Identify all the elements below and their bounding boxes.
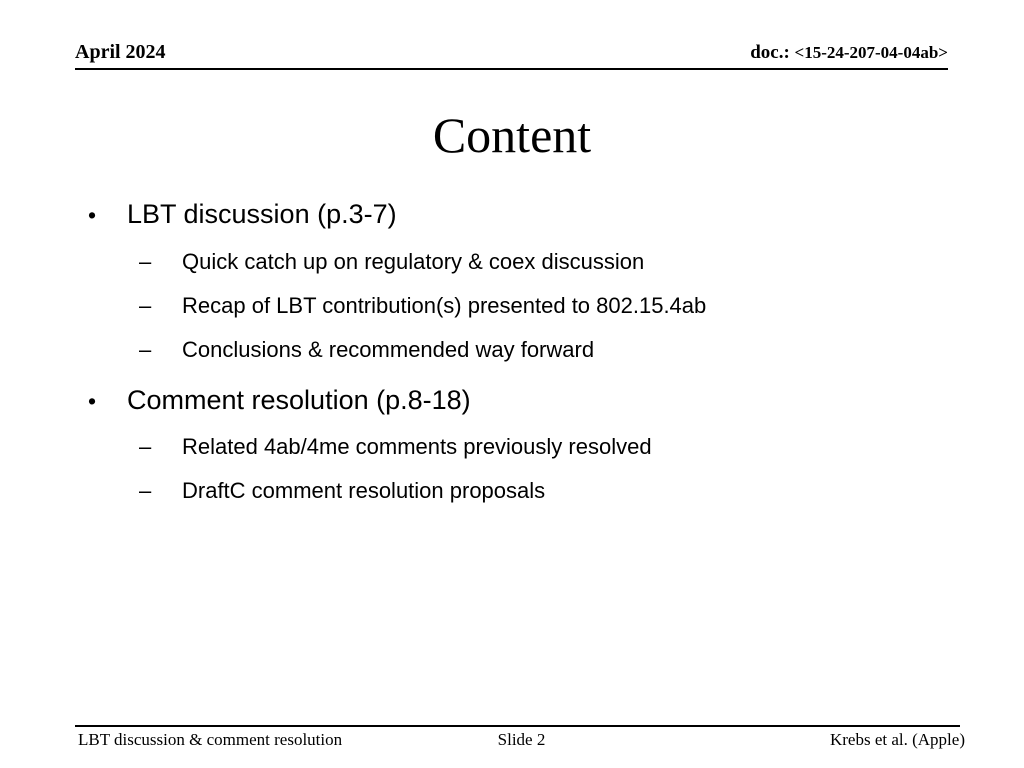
list-item-label: Comment resolution (p.8-18) — [127, 385, 471, 415]
list-item — [88, 291, 984, 321]
list-item — [88, 247, 984, 277]
slide-footer — [78, 729, 965, 751]
slide-number: Slide 2 — [497, 730, 546, 749]
list-item — [88, 382, 984, 419]
list-item — [88, 476, 984, 506]
list-item-label: Quick catch up on regulatory & coex discussion — [182, 249, 645, 274]
header-doc — [750, 41, 948, 65]
header-doc-number: <15-24-207-04-04ab> — [794, 43, 948, 62]
bullet-list — [88, 196, 984, 520]
header-date: April 2024 — [75, 41, 166, 63]
list-item-label: LBT discussion (p.3-7) — [127, 199, 397, 229]
list-item-label: Related 4ab/4me comments previously resolved — [182, 434, 652, 459]
dash-icon: – — [139, 434, 152, 459]
list-item — [88, 432, 984, 462]
footer-title: LBT discussion & comment resolution — [78, 730, 343, 749]
bullet-icon: • — [88, 202, 97, 228]
footer-divider — [75, 725, 960, 727]
list-item-label: Conclusions & recommended way forward — [182, 337, 595, 362]
list-item — [88, 335, 984, 365]
dash-icon: – — [139, 249, 152, 274]
footer-author: Krebs et al. (Apple) — [829, 730, 965, 749]
bullet-icon: • — [88, 388, 97, 414]
slide-header — [75, 40, 948, 70]
dash-icon: – — [139, 337, 152, 362]
header-doc-label: doc.: — [750, 42, 795, 63]
list-item-label: DraftC comment resolution proposals — [182, 478, 546, 503]
dash-icon: – — [139, 293, 152, 318]
list-item — [88, 196, 984, 233]
slide-title: Content — [432, 107, 592, 163]
list-item-label: Recap of LBT contribution(s) presented to 802.15.4ab — [182, 293, 707, 318]
dash-icon: – — [139, 478, 152, 503]
